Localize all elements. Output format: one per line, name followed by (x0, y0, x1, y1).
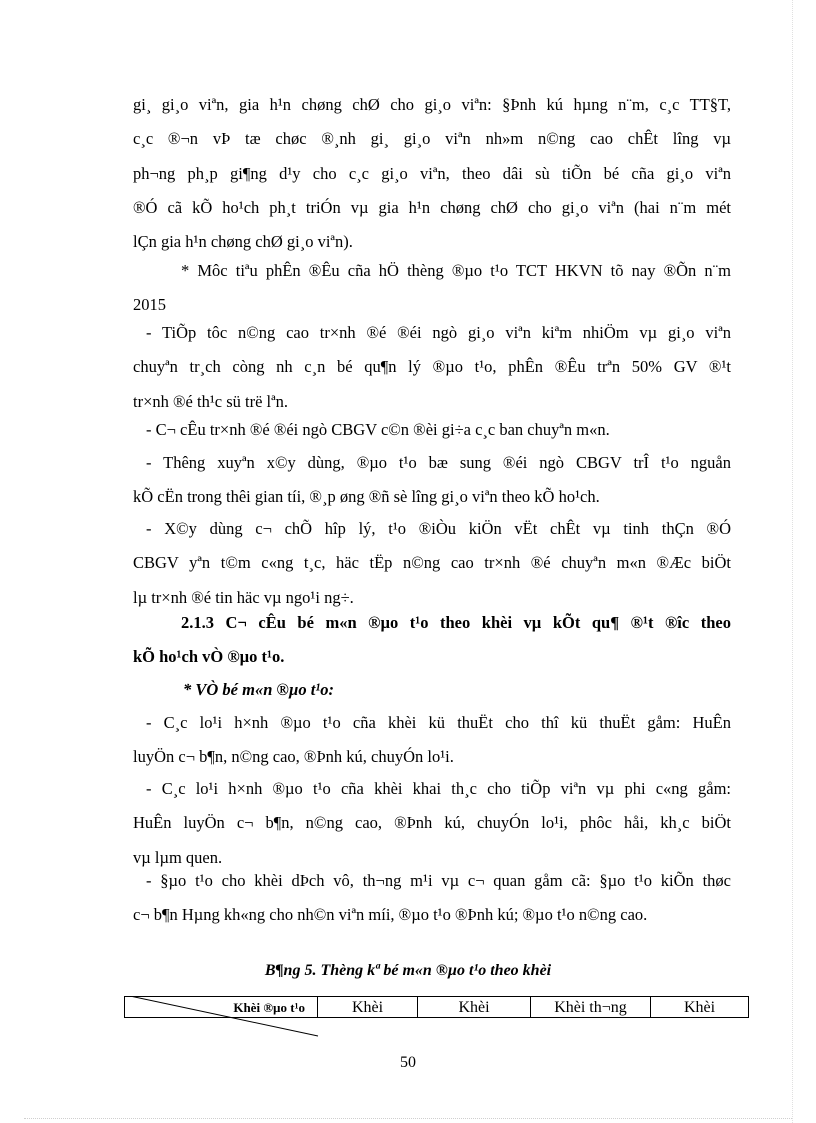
text-line: ph¬ng ph¸p gi¶ng d¹y cho c¸c gi¸o viªn, theo dâi sù tiÕn bé cña gi¸o viªn (133, 163, 731, 183)
text-line: c¸c ®¬n vÞ tæ chøc ®¸nh gi¸ gi¸o viªn nh»m n©ng cao chÊt lîng vµ (133, 129, 731, 149)
text-line: luyÖn c¬ b¶n, n©ng cao, ®Þnh kú, chuyÓn lo¹i. (133, 747, 454, 767)
text-line: lµ tr×nh ®é tin häc vµ ngo¹i ng÷. (133, 587, 354, 607)
table-caption: B¶ng 5. Thèng kª bé m«n ®µo t¹o theo khèi (264, 962, 552, 979)
section-heading (133, 606, 731, 675)
text-line: - X©y dùng c¬ chÕ hîp lý, t¹o ®iÒu kiÖn vËt chÊt vµ tinh thÇn ®Ó (146, 519, 731, 538)
text-line: kÕ cËn trong thêi gian tíi, ®¸p øng ®ñ sè lîng gi¸o viªn theo kÕ ho¹ch. (133, 487, 600, 507)
text-line: gi¸ gi¸o viªn, gia h¹n chøng chØ cho gi¸o viªn: §Þnh kú hµng n¨m, c¸c TT§T, (133, 95, 731, 114)
text-line: HuÊn luyÖn c¬ b¶n, n©ng cao, ®Þnh kú, chuyÓn lo¹i, phôc håi, kh¸c biÖt (133, 813, 731, 833)
text-line: - Thêng xuyªn x©y dùng, ®µo t¹o bæ sung ®éi ngò CBGV trÎ t¹o nguån (146, 453, 731, 472)
table-header-cell: Khèi (317, 997, 417, 1017)
objectives-paragraph (133, 254, 731, 323)
text-line: - TiÕp tôc n©ng cao tr×nh ®é ®éi ngò gi¸o viªn kiªm nhiÖm vµ gi¸o viªn (146, 323, 731, 342)
paragraph-1 (133, 88, 731, 259)
text-line: c¬ b¶n Hµng kh«ng cho nh©n viªn míi, ®µo t¹o ®Þnh kú; ®µo t¹o n©ng cao. (133, 905, 648, 925)
page-number: 50 (400, 1054, 416, 1071)
text-line: kÕ ho¹ch vÒ ®µo t¹o. (133, 647, 285, 667)
table-header-cell: Khèi ®µo t¹o (233, 1000, 305, 1015)
text-line: 2.1.3 C¬ cÊu bé m«n ®µo t¹o theo khèi vµ kÕt qu¶ ®¹t ®îc theo (181, 613, 731, 632)
paragraph-4 (133, 413, 731, 447)
paragraph-7 (133, 706, 731, 775)
paragraph-9 (133, 864, 731, 933)
page-bottom-divider (24, 1118, 792, 1119)
paragraph-6 (133, 512, 731, 615)
table-header-cell: Khèi (650, 997, 748, 1017)
text-line: - C¬ cÊu tr×nh ®é ®éi ngò CBGV c©n ®èi gi÷a c¸c ban chuyªn m«n. (146, 420, 610, 439)
text-line: ®Ó cã kÕ ho¹ch ph¸t triÓn vµ gia h¹n chøng chØ cho gi¸o viªn (hai n¨m mét (133, 197, 731, 217)
text-line: 2015 (133, 295, 166, 315)
text-line: * VÒ bé m«n ®µo t¹o: (183, 680, 334, 699)
text-line: chuyªn tr¸ch còng nh c¸n bé qu¶n lý ®µo t¹o, phÊn ®Êu trªn 50% GV ®¹t (133, 357, 731, 377)
paragraph-3 (133, 316, 731, 419)
table-header-cell: Khèi (417, 997, 530, 1017)
text-line: tr×nh ®é th¹c sü trë lªn. (133, 391, 289, 411)
text-line: - §µo t¹o cho khèi dÞch vô, th¬ng m¹i vµ c¬ quan gåm cã: §µo t¹o kiÕn thøc (146, 871, 731, 890)
text-line: CBGV yªn t©m c«ng t¸c, häc tËp n©ng cao tr×nh ®é chuyªn m«n ®Æc biÖt (133, 553, 731, 573)
text-line: lÇn gia h¹n chøng chØ gi¸o viªn). (133, 232, 353, 252)
table-diagonal-line (124, 996, 324, 1038)
text-line: - C¸c lo¹i h×nh ®µo t¹o cña khèi kü thuËt cho thî kü thuËt gåm: HuÊn (146, 713, 731, 732)
subsection-heading (133, 673, 731, 707)
paragraph-8 (133, 772, 731, 875)
page-right-divider (792, 0, 793, 1123)
paragraph-5 (133, 446, 731, 515)
text-line: - C¸c lo¹i h×nh ®µo t¹o cña khèi khai th¸c cho tiÕp viªn vµ phi c«ng gåm: (146, 779, 731, 798)
table-header-cell: Khèi th¬ng (530, 997, 650, 1017)
text-line: vµ lµm quen. (133, 847, 223, 867)
text-line: * Môc tiªu phÊn ®Êu cña hÖ thèng ®µo t¹o TCT HKVN tõ nay ®Õn n¨m (181, 261, 731, 280)
